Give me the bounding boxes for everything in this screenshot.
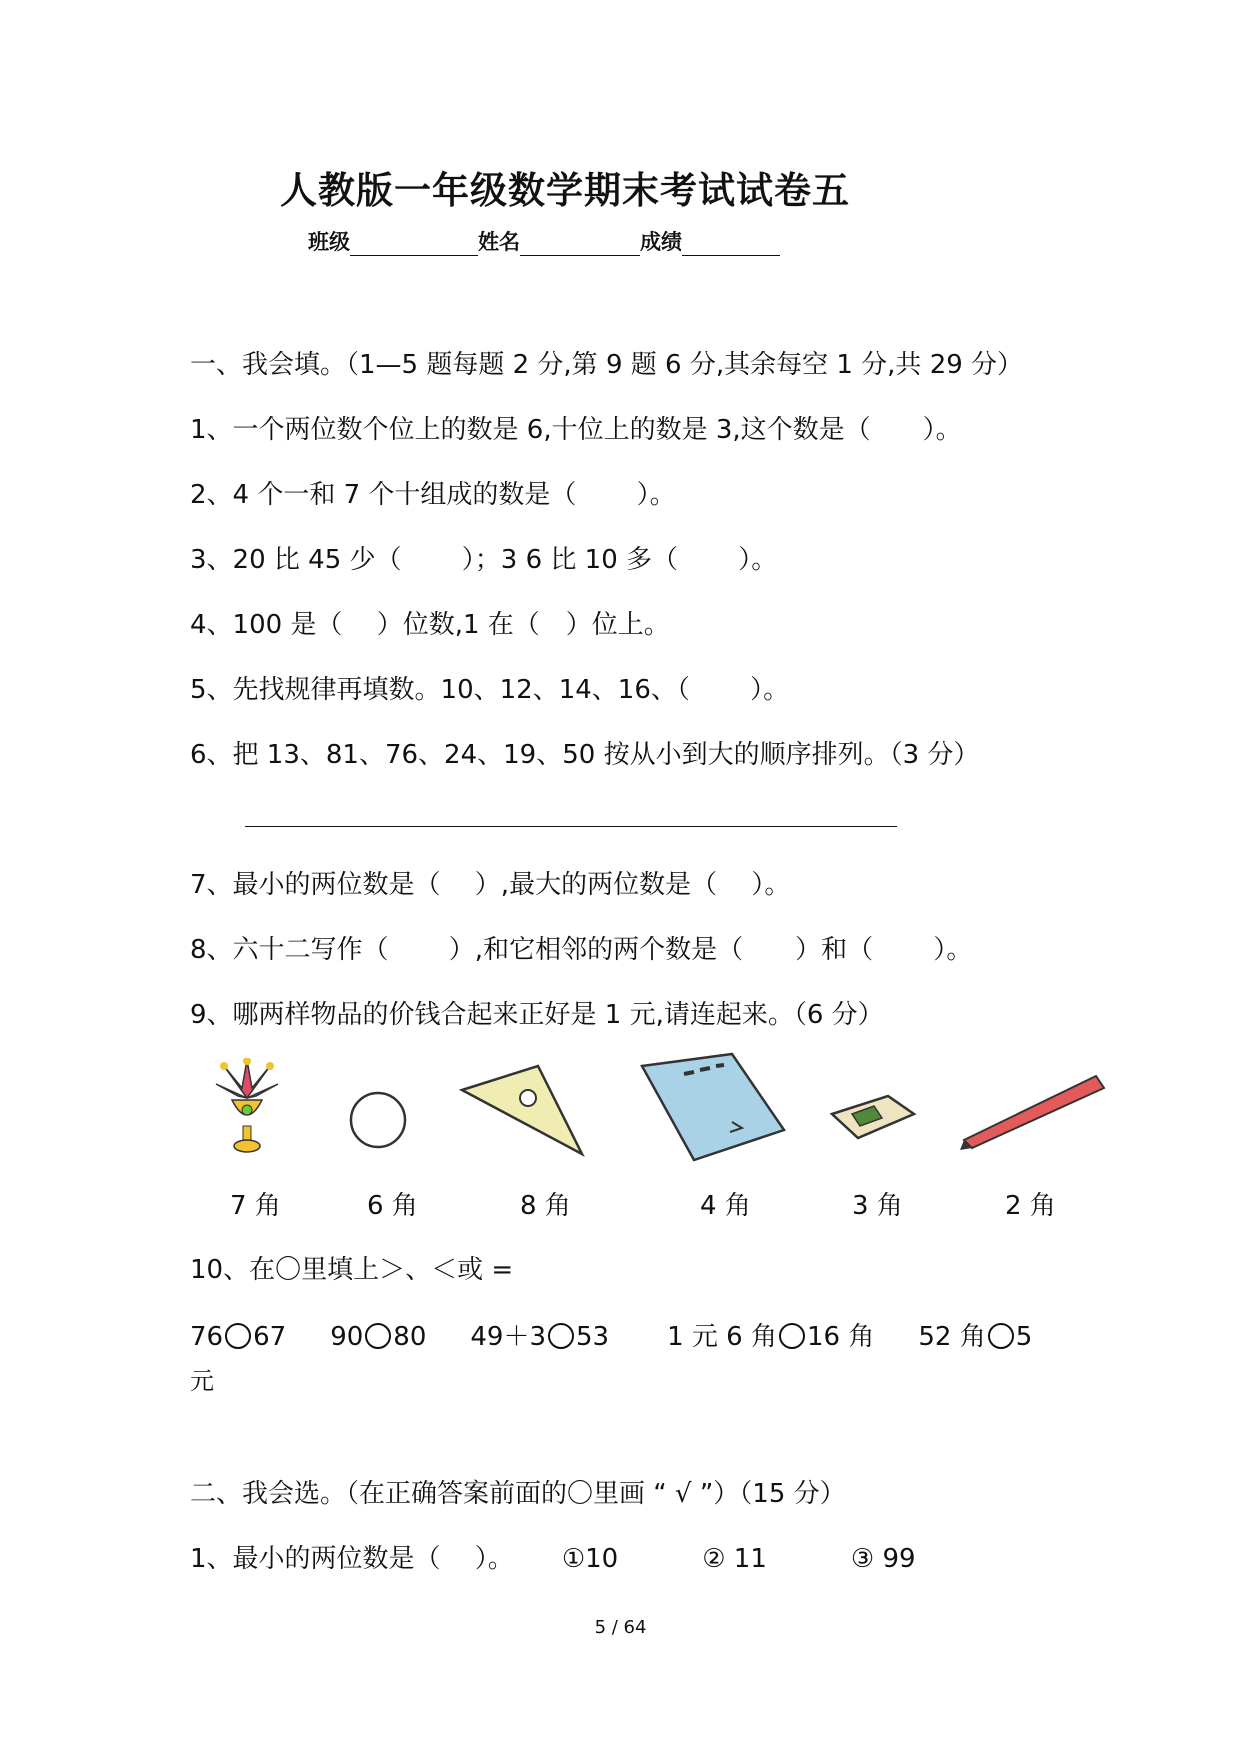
page-title: 人教版一年级数学期末考试试卷五 <box>280 169 850 212</box>
option-1[interactable]: ①10 <box>561 1544 619 1574</box>
score-label: 成绩 <box>640 230 682 254</box>
compare-right: 53 <box>576 1322 610 1352</box>
notebook-icon <box>638 1052 788 1162</box>
question-5: 5、先找规律再填数。10、12、14、16、（ ）。 <box>190 675 790 705</box>
question-1: 1、一个两位数个位上的数是 6,十位上的数是 3,这个数是（ ）。 <box>190 415 962 445</box>
compare-right: 80 <box>393 1322 427 1352</box>
price-label: 6 角 <box>367 1191 418 1221</box>
question-10: 10、在〇里填上＞、＜或 = <box>190 1255 514 1285</box>
section2-question-1 <box>190 1538 916 1575</box>
item-pictures <box>188 1050 1138 1162</box>
circle-blank[interactable] <box>988 1323 1014 1349</box>
compare-left: 1 元 6 角 <box>667 1322 777 1352</box>
section2-q1-text: 1、最小的两位数是（ ）。 <box>190 1544 514 1574</box>
student-info-row <box>308 226 780 256</box>
compare-left: 90 <box>330 1322 364 1352</box>
price-label: 7 角 <box>230 1191 281 1221</box>
section2-heading: 二、我会选。（在正确答案前面的〇里画 “ √ ”）（15 分） <box>190 1479 846 1509</box>
name-blank[interactable] <box>520 233 640 256</box>
price-label: 3 角 <box>852 1191 903 1221</box>
compare-left: 52 角 <box>918 1322 986 1352</box>
circle-blank[interactable] <box>779 1323 805 1349</box>
ball-icon <box>348 1090 408 1150</box>
compare-wrap: 元 <box>190 1367 214 1395</box>
compare-right: 16 角 <box>807 1322 875 1352</box>
question-7: 7、最小的两位数是（ ）,最大的两位数是（ ）。 <box>190 870 791 900</box>
question-6: 6、把 13、81、76、24、19、50 按从小到大的顺序排列。（3 分） <box>190 740 980 770</box>
eraser-icon <box>828 1090 918 1145</box>
compare-left: 76 <box>190 1322 224 1352</box>
question-2: 2、4 个一和 7 个十组成的数是（ ）。 <box>190 480 676 510</box>
question-9: 9、哪两样物品的价钱合起来正好是 1 元,请连起来。（6 分） <box>190 1000 884 1030</box>
circle-blank[interactable] <box>365 1323 391 1349</box>
class-blank[interactable] <box>350 233 478 256</box>
answer-line[interactable] <box>245 826 897 827</box>
question-3: 3、20 比 45 少（ ）；3 6 比 10 多（ ）。 <box>190 545 778 575</box>
name-label: 姓名 <box>478 230 520 254</box>
compare-left: 49＋3 <box>470 1322 547 1352</box>
option-2[interactable]: ② 11 <box>702 1544 767 1574</box>
compare-right: 67 <box>253 1322 287 1352</box>
section1-heading: 一、我会填。（1—5 题每题 2 分,第 9 题 6 分,其余每空 1 分,共 29 分） <box>190 350 1024 380</box>
circle-blank[interactable] <box>548 1323 574 1349</box>
pencil-icon <box>958 1070 1108 1150</box>
page-number: 5 / 64 <box>594 1617 647 1638</box>
price-label: 4 角 <box>700 1191 751 1221</box>
compare-right: 5 <box>1015 1322 1033 1352</box>
price-label: 2 角 <box>1005 1191 1056 1221</box>
circle-blank[interactable] <box>225 1323 251 1349</box>
question-4: 4、100 是（ ）位数,1 在（ ）位上。 <box>190 610 670 640</box>
triangle-ruler-icon <box>458 1062 588 1162</box>
score-blank[interactable] <box>682 233 780 256</box>
jester-hat-icon <box>212 1058 282 1158</box>
compare-row <box>190 1316 1032 1353</box>
option-3[interactable]: ③ 99 <box>850 1544 916 1574</box>
question-8: 8、六十二写作（ ）,和它相邻的两个数是（ ）和（ ）。 <box>190 935 973 965</box>
class-label: 班级 <box>308 230 350 254</box>
price-label: 8 角 <box>520 1191 571 1221</box>
